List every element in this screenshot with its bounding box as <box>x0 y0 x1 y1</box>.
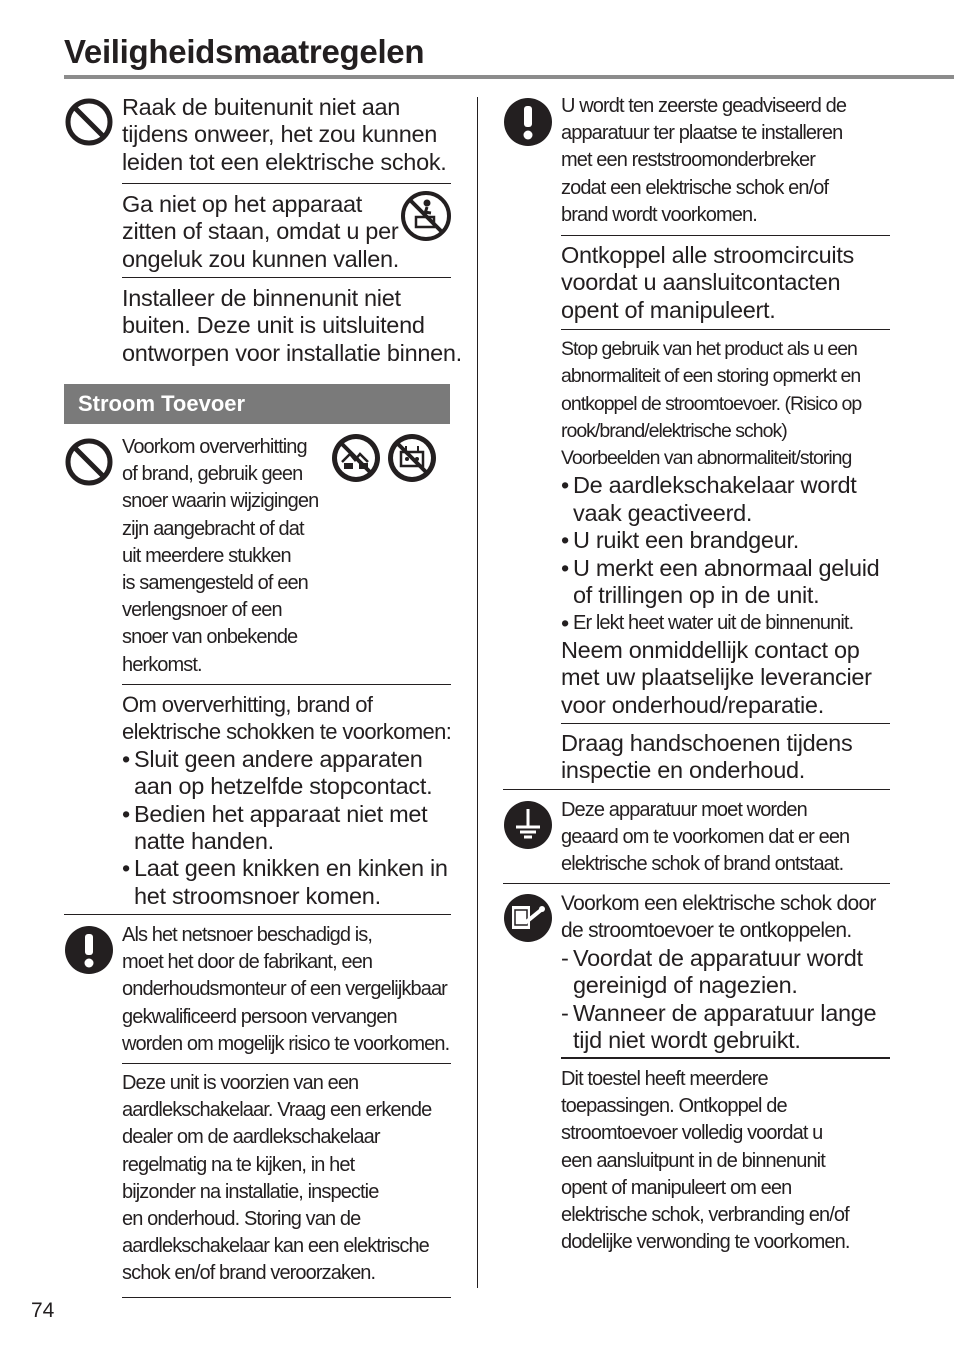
warning-text-cord-modification <box>122 434 318 679</box>
divider <box>64 914 451 915</box>
text-line: of trillingen op in de unit. <box>573 582 820 609</box>
section-heading-power-supply: Stroom Toevoer <box>64 384 450 424</box>
text-line: Raak de buitenunit niet aan <box>122 94 401 120</box>
text-line: Installeer de binnenunit niet <box>122 285 401 311</box>
bullet-item: • Sluit geen andere apparaten aan op hetzelfde stopcontact. <box>122 745 433 800</box>
text-line: natte handen. <box>134 828 274 855</box>
bullet-item: • Bedien het apparaat niet met natte handen. <box>122 800 428 855</box>
text-line: abnormaliteit of een storing opmerkt en <box>561 365 861 388</box>
text-line: opent of manipuleert om een <box>561 1176 792 1199</box>
text-line: bijzonder na installatie, inspectie <box>122 1180 379 1203</box>
text-line: rook/brand/elektrische schok) <box>561 419 787 442</box>
text-line: tijd niet wordt gebruikt. <box>573 1027 801 1054</box>
text-line: voor onderhoud/reparatie. <box>561 691 824 718</box>
mandatory-action-icon <box>64 925 114 975</box>
text-line: De aardlekschakelaar wordt <box>573 472 857 499</box>
text-line: tijdens onweer, het zou kunnen <box>122 121 438 148</box>
text-line: Wanneer de apparatuur lange <box>573 999 877 1026</box>
text-line: Ontkoppel alle stroomcircuits <box>561 242 855 268</box>
text-line: Deze apparatuur moet worden <box>561 799 807 821</box>
warning-text-do-not-stand <box>122 191 399 273</box>
warning-text-rcd-check <box>122 1070 431 1288</box>
no-standing-on-unit-icon <box>400 190 452 242</box>
text-line: met een reststroomonderbreker <box>561 149 816 172</box>
text-line: gekwalificeerd persoon vervangen <box>122 1005 397 1028</box>
text-line: Ga niet op het apparaat <box>122 191 363 217</box>
title-underline <box>64 75 954 79</box>
text-line: de stroomtoevoer te ontkoppelen. <box>561 919 852 943</box>
text-line: moet het door de fabrikant, een <box>122 951 373 974</box>
text-line: ontworpen voor installatie binnen. <box>122 339 462 366</box>
text-line: is samengesteld of een <box>122 572 308 595</box>
warning-text-overheating-prevention <box>122 691 451 910</box>
text-line: Voorkom een elektrische schok door <box>561 892 876 915</box>
text-line: verlengsnoer of een <box>122 599 282 622</box>
text-line: het stroomsnoer komen. <box>134 882 381 909</box>
warning-text-disconnect-power <box>561 890 876 1054</box>
text-line: dodelijke verwonding te voorkomen. <box>561 1231 850 1254</box>
text-line: zitten of staan, omdat u per <box>122 218 399 245</box>
warning-text-residual-current-breaker <box>561 93 846 229</box>
text-line: en onderhoud. Storing van de <box>122 1208 361 1231</box>
warning-text-disconnect-circuits <box>561 242 854 324</box>
text-line: vaak geactiveerd. <box>573 499 753 526</box>
text-line: Om oververhitting, brand of <box>122 692 373 717</box>
text-line: Neem onmiddellijk contact op <box>561 636 860 663</box>
text-line: uit meerdere stukken <box>122 544 291 567</box>
divider <box>122 183 451 184</box>
text-line: brand wordt voorkomen. <box>561 203 757 226</box>
mandatory-action-icon <box>503 97 553 147</box>
dash-item: - Voordat de apparatuur wordt gereinigd of nagezien. <box>561 944 863 999</box>
warning-text-gloves <box>561 730 852 785</box>
prohibition-icon <box>64 437 114 487</box>
text-line: met uw plaatselijke leverancier <box>561 664 872 691</box>
text-line: aardlekschakelaar kan een elektrische <box>122 1235 429 1258</box>
text-line: snoer van onbekende <box>122 626 298 649</box>
text-line: een aansluitpunt in de binnenunit <box>561 1149 825 1172</box>
page-title: Veiligheidsmaatregelen <box>64 33 425 70</box>
text-line: herkomst. <box>122 653 202 676</box>
divider <box>561 329 890 330</box>
text-line: zodat een elektrische schok en/of <box>561 176 829 199</box>
bullet-item: • U merkt een abnormaal geluid of trillingen op in de unit. <box>561 554 880 609</box>
text-line: regelmatig na te kijken, in het <box>122 1153 355 1176</box>
earth-ground-icon <box>503 800 553 850</box>
text-line: schok en/of brand veroorzaken. <box>122 1262 376 1285</box>
bullet-item: • De aardlekschakelaar wordt vaak geactiveerd. <box>561 472 857 526</box>
text-line: ontkoppel de stroomtoevoer. (Risico op <box>561 392 862 415</box>
text-line: voordat u aansluitcontacten <box>561 269 841 296</box>
divider <box>503 883 890 884</box>
text-line: Laat geen knikken en kinken in <box>134 855 448 882</box>
text-line: snoer waarin wijzigingen <box>122 490 319 513</box>
text-line: ongeluk zou kunnen vallen. <box>122 245 400 272</box>
text-line: Draag handschoenen tijdens <box>561 730 853 756</box>
text-line: opent of manipuleert. <box>561 296 776 323</box>
text-line: Voorkom oververhitting <box>122 436 307 458</box>
dash-item: - Wanneer de apparatuur lange tijd niet wordt gebruikt. <box>561 999 877 1054</box>
text-line: elektrische schok of brand ontstaat. <box>561 853 844 876</box>
text-line: inspectie en onderhoud. <box>561 757 805 784</box>
text-line: apparatuur ter plaatse te installeren <box>561 122 843 145</box>
text-line: aardlekschakelaar. Vraag een erkende <box>122 1099 432 1122</box>
page-number: 74 <box>31 1299 55 1322</box>
text-line: Dit toestel heeft meerdere <box>561 1068 768 1090</box>
warning-text-multiple-supplies <box>561 1066 849 1256</box>
text-line: geaard om te voorkomen dat er een <box>561 826 850 849</box>
divider <box>561 1057 890 1059</box>
text-line: aan op hetzelfde stopcontact. <box>134 773 433 800</box>
text-line: worden om mogelijk risico te voorkomen. <box>122 1032 450 1055</box>
text-line: toepassingen. Ontkoppel de <box>561 1095 787 1118</box>
bullet-item: • Er lekt heet water uit de binnenunit. <box>561 609 854 636</box>
text-line: elektrische schok, verbranding en/of <box>561 1204 849 1227</box>
divider <box>503 789 890 790</box>
divider <box>122 1063 451 1064</box>
text-line: Stop gebruik van het product als u een <box>561 338 857 360</box>
warning-text-thunderstorm <box>122 94 447 176</box>
text-line: Als het netsnoer beschadigd is, <box>122 924 373 946</box>
bullet-item: • U ruikt een brandgeur. <box>561 527 799 554</box>
text-line: U ruikt een brandgeur. <box>573 527 799 554</box>
text-line: U wordt ten zeerste geadviseerd de <box>561 95 847 117</box>
divider <box>122 684 451 685</box>
no-modified-cord-icon <box>330 432 382 484</box>
text-line: leiden tot een elektrische schok. <box>122 148 447 175</box>
bullet-item: • Laat geen knikken en kinken in het stroomsnoer komen. <box>122 855 448 909</box>
text-line: Deze unit is voorzien van een <box>122 1072 359 1094</box>
text-line: Voorbeelden van abnormaliteit/storing <box>561 447 852 470</box>
text-line: buiten. Deze unit is uitsluitend <box>122 312 425 339</box>
warning-text-grounding <box>561 797 849 879</box>
divider <box>122 1297 451 1298</box>
column-divider <box>477 97 478 1288</box>
text-line: of brand, gebruik geen <box>122 463 303 486</box>
text-line: U merkt een abnormaal geluid <box>573 554 880 581</box>
warning-text-indoor-only <box>122 285 462 367</box>
disconnect-power-icon <box>503 893 553 943</box>
divider <box>122 277 451 278</box>
text-line: zijn aangebracht of dat <box>122 517 304 540</box>
text-line: Bedien het apparaat niet met <box>134 800 428 827</box>
no-shared-outlet-icon <box>386 432 438 484</box>
prohibition-icon <box>64 97 114 147</box>
text-line: Sluit geen andere apparaten <box>134 745 423 772</box>
text-line: dealer om de aardlekschakelaar <box>122 1126 380 1149</box>
text-line: Er lekt heet water uit de binnenunit. <box>573 611 854 634</box>
text-line: Voordat de apparatuur wordt <box>573 944 863 971</box>
text-line: gereinigd of nagezien. <box>573 972 798 999</box>
text-line: stroomtoevoer volledig voordat u <box>561 1122 823 1145</box>
divider <box>561 723 890 724</box>
text-line: onderhoudsmonteur of een vergelijkbaar <box>122 978 447 1001</box>
warning-text-damaged-cord <box>122 922 449 1058</box>
text-line: elektrische schokken te voorkomen: <box>122 719 452 745</box>
warning-text-abnormality <box>561 336 879 719</box>
divider <box>561 235 890 236</box>
